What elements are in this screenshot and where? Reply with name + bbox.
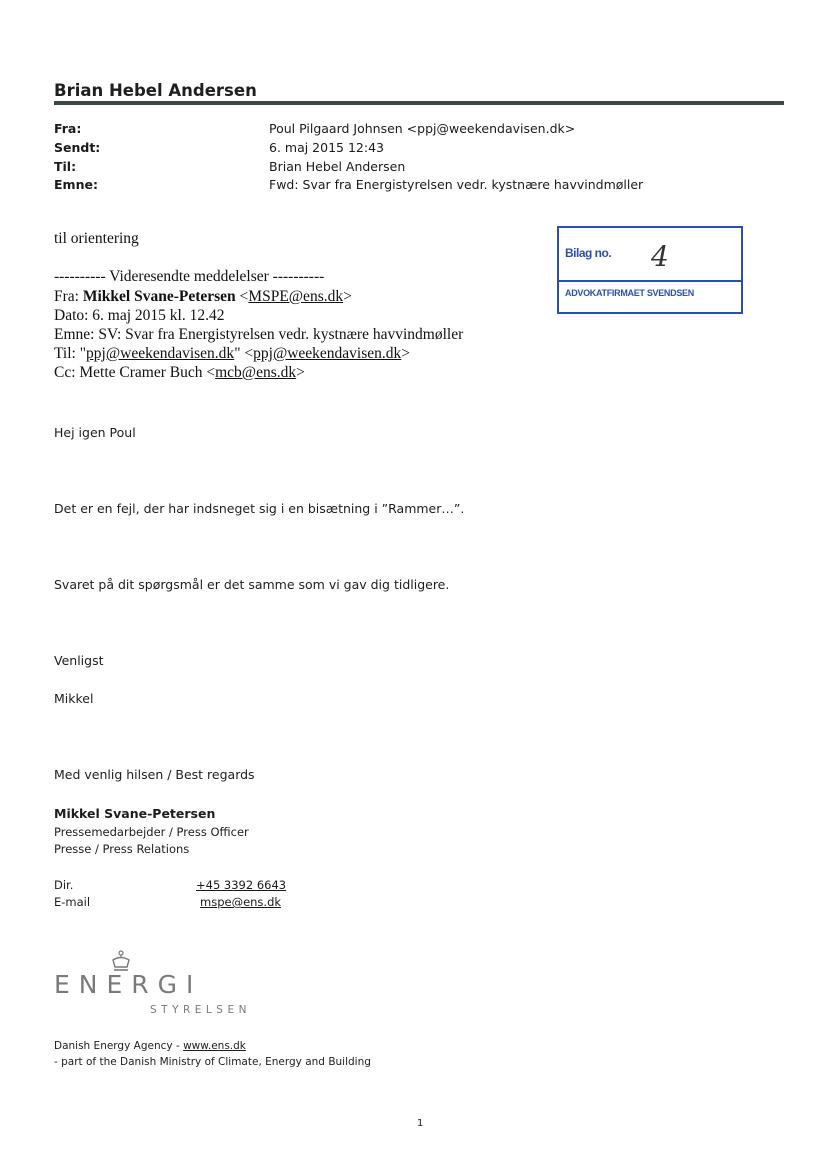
- paragraph-1: Det er en fejl, der har indsneget sig i en bisætning i ”Rammer…”.: [54, 501, 465, 516]
- forward-from-line: [54, 288, 352, 306]
- forward-divider: ---------- Videresendte meddelelser ----------: [54, 268, 325, 285]
- signature-dept: Presse / Press Relations: [54, 842, 190, 856]
- forward-cc-end: >: [296, 364, 305, 381]
- forward-from-prefix: Fra:: [54, 288, 83, 305]
- agency-logo-wordmark: ENERGI: [54, 970, 203, 999]
- forward-to-prefix: Til: ": [54, 345, 87, 362]
- forward-cc-line: [54, 364, 305, 382]
- agency-ministry-note: - part of the Danish Ministry of Climate, Energy and Building: [54, 1056, 371, 1068]
- forward-intro: til orientering: [54, 230, 139, 247]
- forward-from-email-link[interactable]: MSPE@ens.dk: [248, 288, 344, 305]
- from-value: Poul Pilgaard Johnsen <ppj@weekendavisen.dk>: [269, 121, 576, 136]
- agency-website-link[interactable]: www.ens.dk: [183, 1040, 246, 1052]
- agency-name: Danish Energy Agency -: [54, 1040, 184, 1052]
- forward-date-line: Dato: 6. maj 2015 kl. 12.42: [54, 307, 225, 324]
- exhibit-stamp: [557, 226, 743, 314]
- signature-title: Pressemedarbejder / Press Officer: [54, 825, 249, 839]
- crown-icon: [110, 950, 132, 972]
- signature-dir-label: Dir.: [54, 878, 74, 892]
- greeting: Hej igen Poul: [54, 425, 136, 440]
- stamp-number: 4: [651, 240, 669, 273]
- subject-label: Emne:: [54, 177, 98, 192]
- sender-first-name: Mikkel: [54, 691, 94, 706]
- forward-from-name: Mikkel Svane-Petersen: [82, 288, 236, 305]
- sent-value: 6. maj 2015 12:43: [269, 140, 384, 155]
- page-number: 1: [417, 1118, 424, 1129]
- signature-phone-link[interactable]: +45 3392 6643: [196, 878, 287, 892]
- subject-value: Fwd: Svar fra Energistyrelsen vedr. kystnære havvindmøller: [269, 177, 644, 192]
- closing: Venligst: [54, 653, 104, 668]
- forward-to-line: [54, 345, 410, 363]
- stamp-firm: ADVOKATFIRMAET SVENDSEN: [565, 288, 694, 298]
- forward-cc-link[interactable]: mcb@ens.dk: [215, 364, 297, 381]
- signature-regards: Med venlig hilsen / Best regards: [54, 767, 255, 782]
- to-label: Til:: [54, 159, 77, 174]
- agency-line: [54, 1040, 246, 1052]
- header-divider: [54, 101, 784, 105]
- document-owner-name: Brian Hebel Andersen: [54, 81, 257, 100]
- forward-to-link-2[interactable]: ppj@weekendavisen.dk: [253, 345, 402, 362]
- forward-from-bracket-close: >: [343, 288, 352, 305]
- sent-label: Sendt:: [54, 140, 101, 155]
- signature-name: Mikkel Svane-Petersen: [54, 806, 216, 821]
- agency-logo-subtitle: STYRELSEN: [150, 1004, 251, 1016]
- from-label: Fra:: [54, 121, 82, 136]
- signature-email-link[interactable]: mspe@ens.dk: [200, 895, 282, 909]
- forward-subject-line: Emne: SV: Svar fra Energistyrelsen vedr. kystnære havvindmøller: [54, 326, 464, 343]
- paragraph-2: Svaret på dit spørgsmål er det samme som vi gav dig tidligere.: [54, 577, 450, 592]
- forward-to-link-1[interactable]: ppj@weekendavisen.dk: [86, 345, 235, 362]
- forward-cc-prefix: Cc: Mette Cramer Buch <: [54, 364, 216, 381]
- stamp-label: Bilag no.: [565, 246, 612, 260]
- to-value: Brian Hebel Andersen: [269, 159, 406, 174]
- signature-email-label: E-mail: [54, 895, 91, 909]
- forward-to-end: >: [401, 345, 411, 362]
- forward-to-mid: " <: [234, 345, 254, 362]
- forward-from-bracket: <: [235, 288, 249, 305]
